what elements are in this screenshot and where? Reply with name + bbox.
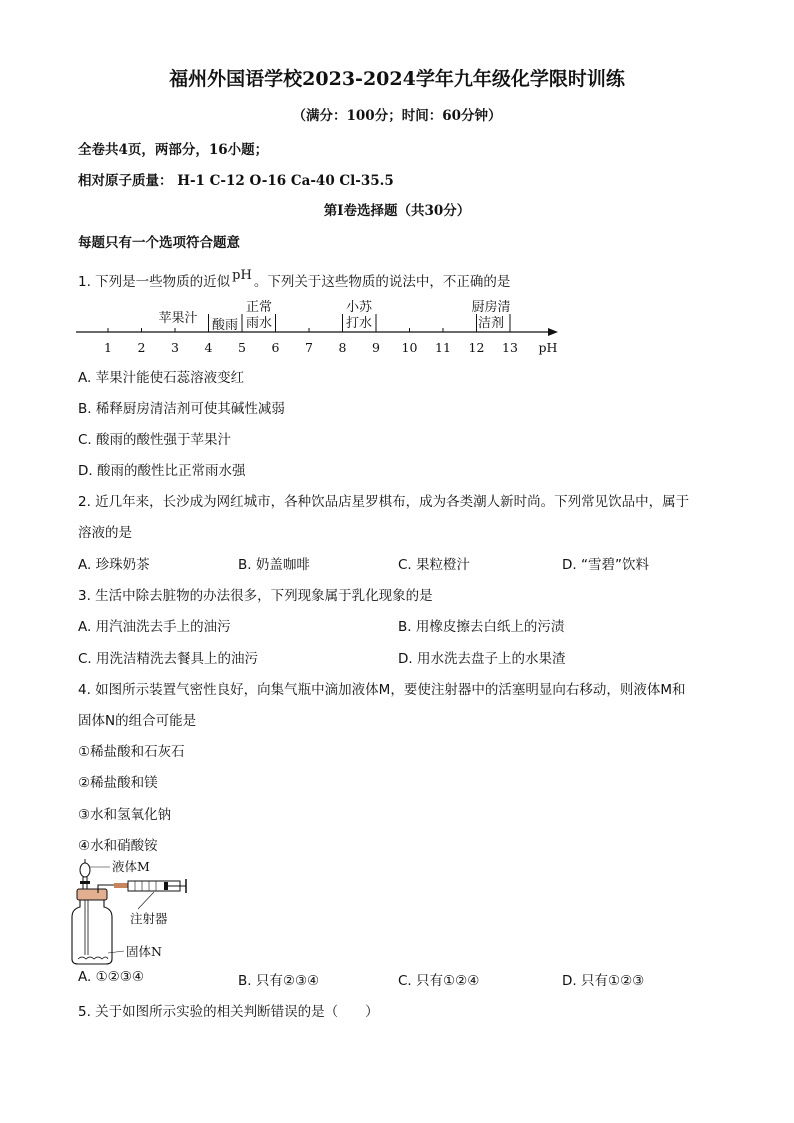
question-2-option-a[interactable]: A. 珍珠奶茶: [78, 557, 150, 573]
syringe-label-line: [138, 892, 154, 909]
question-3-stem: 3. 生活中除去脏物的办法很多，下列现象属于乳化现象的是: [78, 588, 433, 604]
question-3-option-a[interactable]: A. 用汽油洗去手上的油污: [78, 619, 231, 635]
section-heading: 第Ⅰ卷选择题（共30分）: [323, 203, 471, 219]
question-1-stem-part-a: 1. 下列是一些物质的近似: [78, 274, 231, 290]
tick-label-10: 10: [401, 340, 418, 355]
question-5-stem: 5. 关于如图所示实验的相关判断错误的是（ ）: [78, 1004, 379, 1020]
question-2-option-c[interactable]: C. 果粒橙汁: [398, 557, 471, 573]
tick-label-1: 1: [104, 340, 112, 355]
exam-title: 福州外国语学校2023-2024学年九年级化学限时训练: [169, 68, 625, 90]
question-2-stem-line2: 溶液的是: [78, 525, 132, 541]
tick-label-5: 5: [238, 340, 246, 355]
page-count-info: 全卷共4页，两部分，16小题；: [78, 142, 269, 158]
question-4-stem-line1: 4. 如图所示装置气密性良好，向集气瓶中滴加液体M，要使注射器中的活塞明显向右移动，则液体M和: [78, 682, 686, 698]
rubber-tube: [114, 883, 128, 888]
tick-label-3: 3: [171, 340, 179, 355]
label-syringe: 注射器: [130, 911, 168, 926]
label-soda-line2: 打水: [345, 316, 373, 331]
question-4-item-3: ③水和氢氧化钠: [78, 807, 172, 823]
section-instruction: 每题只有一个选项符合题意: [78, 235, 240, 251]
question-2-option-b[interactable]: B. 奶盖咖啡: [238, 557, 310, 573]
ph-axis-arrow: [548, 328, 558, 336]
question-4-item-2: ②稀盐酸和镁: [78, 775, 158, 791]
ph-symbol: pH: [232, 268, 252, 283]
question-4-option-c[interactable]: C. 只有①②④: [398, 973, 480, 989]
question-4-item-4: ④水和硝酸铵: [78, 838, 158, 854]
gas-bottle: [72, 900, 112, 964]
label-apple-juice: 苹果汁: [158, 311, 198, 326]
tick-label-11: 11: [435, 340, 451, 355]
gas-apparatus-figure: [68, 855, 198, 967]
tick-label-12: 12: [468, 340, 485, 355]
label-cleaner-line1: 厨房清: [471, 300, 511, 315]
question-3-option-b[interactable]: B. 用橡皮擦去白纸上的污渍: [398, 619, 565, 635]
tick-label-2: 2: [137, 340, 146, 355]
question-4-option-a[interactable]: A. ①②③④: [78, 969, 144, 985]
stopcock: [80, 881, 90, 884]
tick-label-9: 9: [372, 340, 380, 355]
question-3-option-c[interactable]: C. 用洗洁精洗去餐具上的油污: [78, 651, 259, 667]
tick-label-4: 4: [204, 340, 213, 355]
rubber-stopper: [77, 889, 107, 900]
tick-label-ph: pH: [538, 340, 558, 355]
tick-label-8: 8: [338, 340, 347, 355]
tick-label-13: 13: [502, 340, 518, 355]
tick-label-7: 7: [305, 340, 313, 355]
label-solid-n: 固体N: [126, 944, 162, 959]
question-1-option-c[interactable]: C. 酸雨的酸性强于苹果汁: [78, 432, 232, 448]
question-1-stem-part-b: 。下列关于这些物质的说法中，不正确的是: [253, 274, 511, 290]
label-soda-line1: 小苏: [345, 300, 373, 315]
question-4-item-1: ①稀盐酸和石灰石: [78, 744, 185, 760]
exam-subtitle: （满分：100分；时间：60分钟）: [292, 108, 502, 124]
question-1-option-d[interactable]: D. 酸雨的酸性比正常雨水强: [78, 463, 246, 479]
solid-n-granules: [78, 957, 108, 959]
question-2-option-d[interactable]: D. “雪碧”饮料: [562, 557, 649, 573]
label-liquid-m: 液体M: [112, 859, 150, 874]
label-acid-rain: 酸雨: [211, 318, 239, 333]
question-4-option-b[interactable]: B. 只有②③④: [238, 973, 320, 989]
label-cleaner-line2: 洁剂: [477, 316, 505, 331]
question-3-option-d[interactable]: D. 用水洗去盘子上的水果渣: [398, 651, 566, 667]
syringe-piston: [164, 882, 168, 890]
funnel-bulb: [80, 863, 90, 877]
question-4-option-d[interactable]: D. 只有①②③: [562, 973, 645, 989]
solid-label-line: [108, 951, 124, 953]
question-2-stem-line1: 2. 近几年来，长沙成为网红城市，各种饮品店星罗棋布，成为各类潮人新时尚。下列常见饮品中，属于: [78, 494, 690, 510]
label-normal-rain-line1: 正常: [245, 300, 273, 315]
ph-tick-marks: [108, 328, 510, 332]
question-1-option-a[interactable]: A. 苹果汁能使石蕊溶液变红: [78, 370, 245, 386]
tick-label-6: 6: [271, 340, 280, 355]
ph-scale-figure: [70, 296, 570, 360]
question-4-stem-line2: 固体N的组合可能是: [78, 713, 197, 729]
question-1-stem: [78, 270, 510, 290]
label-normal-rain-line2: 雨水: [245, 316, 273, 331]
question-1-option-b[interactable]: B. 稀释厨房清洁剂可使其碱性减弱: [78, 401, 285, 417]
atomic-mass-info: 相对原子质量： H-1 C-12 O-16 Ca-40 Cl-35.5: [78, 173, 394, 189]
